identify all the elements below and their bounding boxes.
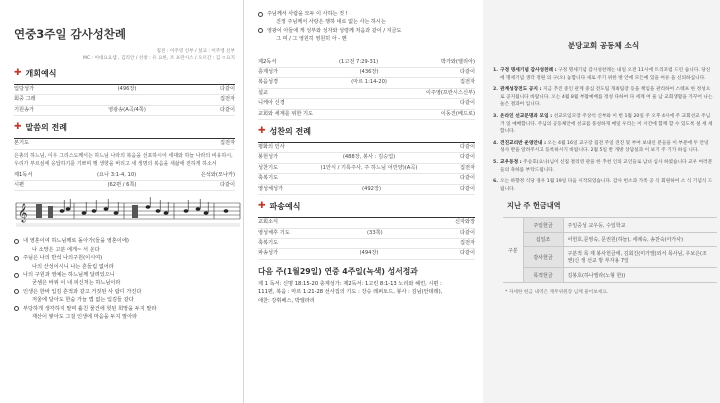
liturgy-row: [258, 143, 475, 153]
liturgy-row: [14, 171, 235, 181]
liturgy-row: [258, 153, 475, 163]
psalm-verse: [14, 271, 235, 279]
liturgy-row: [258, 110, 475, 120]
news-item: [493, 178, 714, 193]
row-label: 교회소식: [258, 219, 279, 226]
offering-kind: 목적헌금: [523, 268, 563, 283]
verse-text: 그 며 / 그 영원히 영원히 아 - 멘: [276, 36, 347, 43]
readings-line: 111편, 복음 : 마르 1:21-28 선사집의 기도 : 강승 레퍼토드, 봉사 : 김님(안데레),: [258, 289, 443, 296]
order-of-service-continued: [243, 0, 483, 403]
section-heading-word: [14, 122, 235, 133]
item-heading: 구정 명세기념 감사성찬례 :: [500, 68, 557, 73]
verse-text: 나 소망은 고분 에게~ 서 온다: [32, 246, 100, 253]
offering-footnote: * 자세한 헌금 내역은 재무위원장 님께 물어보세요.: [505, 289, 609, 295]
circle-bullet-icon: [258, 12, 263, 17]
verse-text: 저울에 달아도 한숨 가늘 법 없는 입김들 같다: [32, 297, 134, 304]
liturgy-row: [14, 181, 235, 191]
community-news-panel: [483, 0, 720, 403]
offering-kind: 십일조: [523, 232, 563, 247]
news-item: [493, 86, 714, 109]
row-label: 교회와 세계를 위한 기도: [258, 110, 314, 117]
psalm-chant-score: [14, 195, 235, 233]
liturgy-row: [258, 58, 475, 68]
section-heading-label: 개회예식: [25, 69, 57, 78]
row-leader: 신자와장: [454, 219, 475, 226]
verse-text: 인생은 한바 입김 흔적과 같고 거짓된 사 람디 가진다: [23, 288, 142, 295]
liturgy-row: [258, 99, 475, 109]
row-label: 회중 그레: [14, 96, 36, 103]
row-detail: (492장): [362, 185, 381, 192]
item-text: 구정 명세기념 감사성찬례는 내일 오전 11시에 트리포럼 드린 습니다. 당신에 명세기념 생각 정원 의 구(오) 놓합니다 새로 주기 위한 방 안에 모든예 있을 여유 을 신의하십니다.: [500, 68, 711, 81]
offering-table: [503, 217, 717, 283]
table-row: [503, 247, 717, 268]
circle-bullet-icon: [14, 306, 19, 311]
offering-kind: 주일헌금: [523, 218, 563, 233]
row-detail: (33쪽): [367, 229, 383, 236]
item-text: 주승호(요나)님이 신집 결리영 관을 한 추천 인의 교인들로 남녀 심사 하였습니다 교우 여러분들의 축하를 부탁드립니다.: [500, 159, 713, 173]
readings-line: 제 1 독서: 신명 18:15-20 층계성가: 제2독서: 1고린 8:1-13 노리와 헤린, 시편 :: [258, 280, 442, 287]
row-leader: 다같이: [459, 229, 475, 236]
verse-text: 내 영혼이여 하느님께로 돌아가(들을 영혼이에): [23, 238, 129, 245]
row-label: 축복기도: [258, 175, 279, 182]
liturgy-row: [258, 164, 475, 174]
table-row: [503, 218, 717, 233]
news-title: 분당교회 공동체 소식: [567, 41, 640, 50]
group-cell: 구분: [503, 218, 523, 283]
liturgy-row: [14, 106, 235, 116]
row-detail: (494장): [359, 250, 379, 257]
row-detail: (마르 1:14-20): [351, 79, 387, 86]
row-detail: (496장): [117, 86, 137, 92]
section-heading-label: 파송예식: [269, 202, 301, 212]
psalm-verse: [14, 246, 235, 254]
row-leader: 집전자: [219, 140, 235, 147]
psalm-verse: [14, 279, 235, 287]
verse-text: 나의 구원과 영예는 하느님께 달려있으니: [23, 272, 115, 279]
item-text: 오는 4월 16일 교구장 집전 주일 견진 및 부여 보내신 분들을 이 부분에 두 안녕 성사 반을 알려주시고 등록하시기 바랍니다. 2월 5일 반 개방 상담실과 이 보기 주 기가 하십 니다.: [500, 140, 709, 154]
verse-text: 주님께서 사람을 모두 이 사하는 것 !: [267, 11, 348, 17]
news-item: [493, 140, 714, 155]
row-leader: 다같이: [459, 250, 475, 257]
section-heading-dismissal: [258, 201, 475, 212]
row-label: 기원송가: [14, 106, 35, 113]
row-detail: (요나 3:1-4, 10): [97, 171, 137, 178]
row-label: 시편: [14, 182, 25, 189]
verse-text: 굳셈은 바위 이 내 피신처는 하느님이라: [32, 280, 121, 287]
svg-text:𝄞: 𝄞: [18, 203, 28, 223]
item-heading: 교우동정 :: [500, 159, 522, 165]
row-detail: (436장): [359, 69, 379, 76]
psalm-verse: [14, 263, 235, 271]
cross-icon: ✚: [14, 68, 22, 78]
offering-names: 어헌호,문영숙, 문권원(하늘), 세례숙, 송찬숙(아가사): [563, 232, 717, 247]
row-leader: 다같이: [459, 144, 475, 151]
offering-kind: 감사헌금: [523, 247, 563, 268]
verse-text: 나의 산성이시니 나는 흔들림 없어라: [32, 263, 114, 270]
row-label: 봉헌성가: [258, 154, 279, 161]
officiant-line: 집전 : 이주영 신부 / 설교 : 이주영 신부: [156, 49, 235, 54]
item-text: 오는 하향정 식당 경우 1월 19일 다음 시작되었습니다. 감사 헌소과 가족 공 식 회원하여 소 식 기념식 드립니다.: [500, 179, 713, 192]
verse-text: 재산이 쌓아도 그걸 인생에 마음을 두지 말아라: [32, 314, 138, 321]
item-number: 2.: [493, 87, 499, 93]
psalm-verse: [14, 305, 235, 313]
psalm-verse: [258, 35, 475, 43]
cross-icon: ✚: [14, 122, 22, 133]
verse-text: 주님은 나의 반석 나의구원(이시여): [23, 255, 103, 262]
news-item: [493, 67, 714, 82]
liturgy-row: [14, 139, 235, 149]
liturgy-row: [258, 185, 475, 195]
row-leader: 집전자: [459, 164, 475, 171]
row-leader: 박가와(엘리아): [440, 58, 475, 65]
row-leader: 다같이: [459, 185, 475, 192]
circle-bullet-icon: [14, 273, 19, 278]
liturgy-row: [258, 89, 475, 99]
row-detail: 영광송(A곡/4쪽): [108, 106, 146, 113]
section-heading-sacrament: [258, 126, 475, 137]
row-leader: 집전자: [459, 239, 475, 246]
row-leader: 다같이: [459, 100, 475, 107]
row-label: 설교: [258, 89, 269, 96]
item-text: 지금 추진 중인 관계 중심 전도팀 개최팀장 등을 책임을 관리하여 스태프 한 정성으로 공지됩니다 바랍니다. 오는 4월 8월 부활예배를 정성 다하여 다 세계 여 울 남 교회생활을 가꾸어 나는 놀은 결과여 입니다.: [500, 87, 713, 108]
row-leader: 이동진(베드로): [440, 110, 475, 117]
liturgy-row: [258, 229, 475, 239]
music-staff-image: [14, 195, 242, 233]
row-label: 제1독서: [14, 171, 33, 178]
table-row: [503, 268, 717, 283]
row-detail: (1안식 / 기록주사, 주 하느님 어린양)(A곡): [320, 164, 418, 171]
news-item: [493, 113, 714, 136]
row-label: 복음성경: [258, 79, 279, 86]
liturgy-row: [258, 239, 475, 249]
circle-bullet-icon: [14, 239, 19, 244]
psalm-verse: [258, 10, 475, 18]
item-number: 6.: [493, 179, 499, 185]
circle-bullet-icon: [258, 28, 263, 33]
cross-icon: ✚: [258, 126, 266, 137]
offering-title: 지난 주 헌금내역: [507, 201, 561, 211]
psalm-verse: [258, 18, 475, 26]
item-number: 1.: [493, 68, 499, 73]
liturgy-row: [258, 68, 475, 78]
collect-text: 은총의 하느님, 이우 그리스도께서는 하느님 나라의 복음을 선포하시어 세대와 하늘 나라의 비유하시, 우리가 부르심에 응답하기를 기쁘며 행 생향을 버리고 새 생명의 복음을 새삶에 전하게 하소서: [14, 152, 233, 167]
item-heading: 관계성장전도 공지 :: [500, 87, 542, 93]
row-label: 니케아 신경: [258, 100, 285, 107]
item-number: 4.: [493, 140, 499, 146]
item-heading: 온라인 선교문명과 모임 :: [500, 113, 553, 119]
psalm-verse: [258, 27, 475, 35]
row-label: 성찬기도: [258, 164, 279, 171]
row-label: 입당성가: [14, 86, 35, 92]
psalm-verse: [14, 237, 235, 245]
row-leader: 다같이: [459, 175, 475, 182]
row-detail: (488장, 봉사 : 김승업): [342, 154, 396, 161]
row-label: 축복기도: [258, 239, 279, 246]
item-number: 5.: [493, 159, 499, 165]
row-label: 평화의 인사: [258, 144, 285, 151]
verse-text: 부당하게 생각하지 말며 훔친 물건에 헛된 희망을 두지 말라: [23, 305, 157, 312]
psalm-verse: [14, 288, 235, 296]
news-item: [493, 159, 714, 174]
table-row: [503, 232, 717, 247]
row-leader: 다같이: [459, 154, 475, 161]
order-of-service-column: [0, 0, 243, 403]
psalm-verse: [14, 296, 235, 304]
liturgy-row: [258, 78, 475, 88]
row-detail: (1고전 7:29-31): [339, 58, 379, 65]
next-week-readings: [258, 280, 475, 306]
cross-icon: ✚: [258, 201, 266, 212]
liturgy-row: [14, 85, 235, 95]
liturgy-row: [258, 249, 475, 259]
psalm-verse: [14, 254, 235, 262]
row-label: 영성체성가: [258, 185, 284, 192]
page-title: 연중3주일 감사성찬례: [14, 27, 126, 41]
item-text: 선교모임모장 주상석 신부와 이 번 1월 20일 주 오후 4시에 주 교회선교 주님 거 일 예배합니다. 주님의 공동체안에 선교를 풍성하게 매일 우리는 이 시간에 함께 할 수 있도록 설 세 세 합니다.: [500, 113, 713, 135]
row-label: 영성체후 기도: [258, 229, 290, 236]
offering-names: 주일중성 교우등, 수일학교: [563, 218, 717, 233]
row-leader: 집전자: [459, 79, 475, 86]
circle-bullet-icon: [14, 256, 19, 261]
row-label: 층계성가: [258, 69, 279, 76]
row-leader: 다같이: [219, 106, 235, 113]
row-leader: 은석와(모나카): [200, 171, 235, 178]
offering-names: 김봉호(하나엘라(노형 한)): [563, 268, 717, 283]
offering-names: 구분적 목 제 봉사헌금에, 김회진(미가엘)외서 목사님, 우보은(조앤)신 생 선교 방 부자용 7일: [563, 247, 717, 268]
section-heading-label: 말씀의 전례: [25, 123, 67, 133]
item-number: 3.: [493, 113, 499, 119]
verse-text: 영광이 아들에 게 성부와 성자와 성령께 처음과 같이 / 지금도: [267, 27, 402, 34]
readings-line: 애찬: 강휘배스, 박엘라리: [258, 297, 315, 304]
row-leader: 다같이: [219, 86, 235, 92]
row-label: 제2독서: [258, 58, 277, 65]
liturgy-row: [258, 218, 475, 228]
liturgy-row: [14, 95, 235, 105]
row-leader: 다같이: [219, 182, 235, 189]
section-heading-label: 성찬의 전례: [269, 127, 311, 137]
mc-line: MC : 이대요요셉 , 김리안 / 선창 : 유 요한, 조 프란시스 / 오르간 : 김 ㅇ요지: [82, 56, 235, 61]
row-leader: 다같이: [459, 69, 475, 76]
verse-text: 진정 주님께서 사랑은 행하 네로 없는 사는 하시는: [276, 19, 386, 26]
next-week-title: 다음 주(1월29일) 연중 4주일(녹색) 성서정과: [258, 266, 418, 276]
row-label: 본기도: [14, 140, 30, 147]
row-label: 파송성가: [258, 250, 279, 257]
row-detail: (62편 / 6쪽): [107, 182, 137, 189]
psalm-verse: [14, 313, 235, 321]
row-leader: 집전자: [219, 96, 235, 103]
section-heading-opening: [14, 68, 235, 79]
circle-bullet-icon: [14, 289, 19, 294]
row-leader: 이주영(프란시스신부): [425, 89, 475, 96]
liturgy-row: [258, 174, 475, 184]
item-heading: 견진교리반 운영안내 :: [500, 140, 546, 146]
